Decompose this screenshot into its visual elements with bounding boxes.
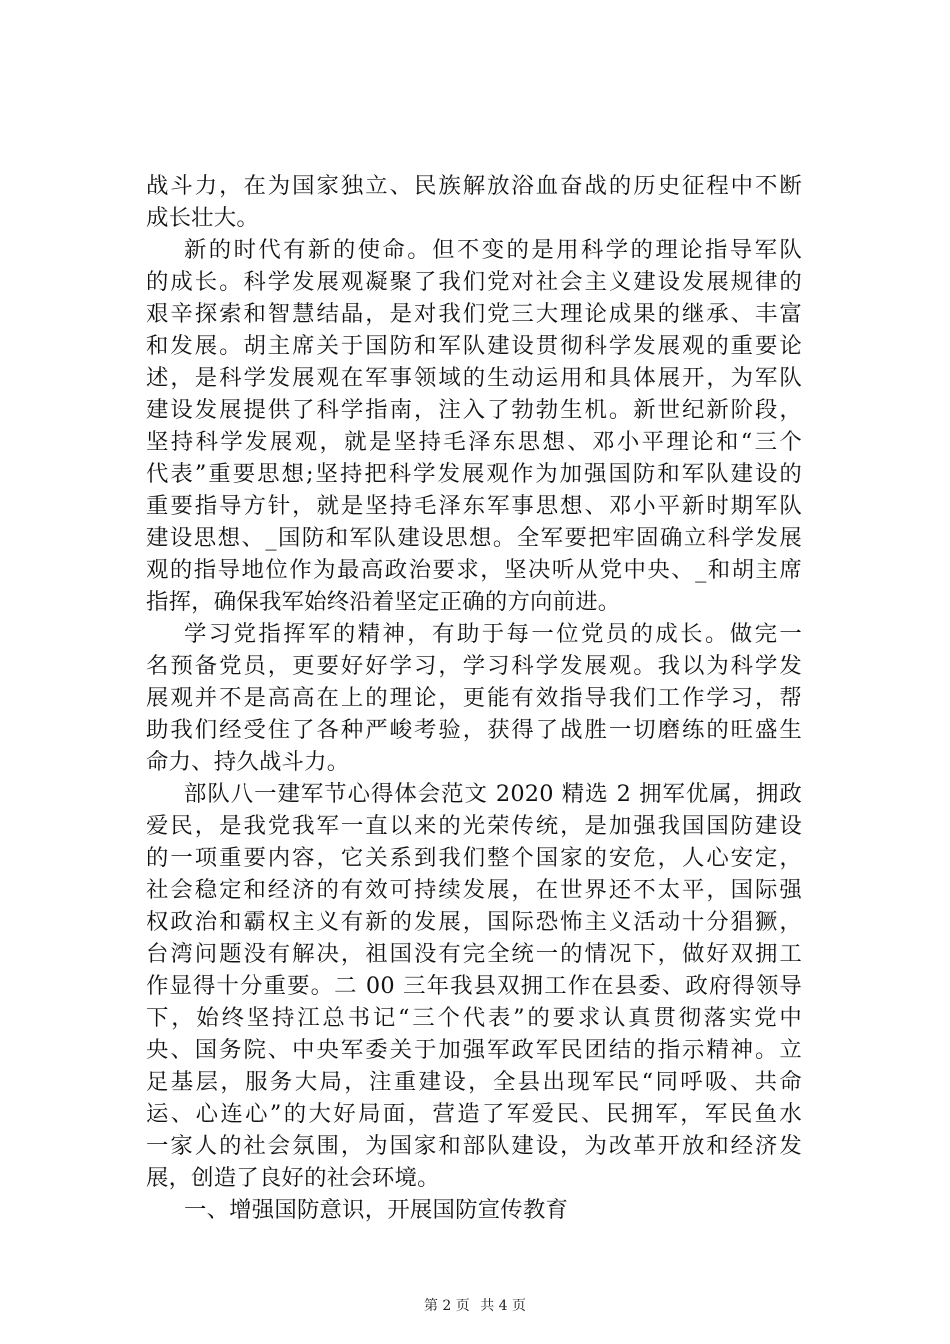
text-line: 部队八一建军节心得体会范文 2020 精选 2 拥军优属，拥政 xyxy=(184,781,802,807)
text-line: 坚持科学发展观，就是坚持毛泽东思想、邓小平理论和“三个 xyxy=(146,429,802,455)
text-line: 爱民，是我党我军一直以来的光荣传统，是加强我国国防建设 xyxy=(146,813,802,839)
text-line: 足基层，服务大局，注重建设，全县出现军民“同呼吸、共命 xyxy=(146,1069,802,1095)
text-line: 下，始终坚持江总书记“三个代表”的要求认真贯彻落实党中 xyxy=(146,1005,802,1031)
text-line: 一家人的社会氛围，为国家和部队建设，为改革开放和经济发 xyxy=(146,1133,802,1159)
text-line: 作显得十分重要。二 00 三年我县双拥工作在县委、政府得领导 xyxy=(146,973,802,999)
document-body xyxy=(146,170,802,1226)
text-line: 成长壮大。 xyxy=(146,205,259,231)
text-line: 学习党指挥军的精神，有助于每一位党员的成长。做完一 xyxy=(184,621,802,647)
text-line: 一、增强国防意识，开展国防宣传教育 xyxy=(184,1197,569,1223)
text-line: 述，是科学发展观在军事领域的生动运用和具体展开，为军队 xyxy=(146,365,802,391)
text-line: 展，创造了良好的社会环境。 xyxy=(146,1165,440,1191)
text-line: 的一项重要内容，它关系到我们整个国家的安危，人心安定， xyxy=(146,845,802,871)
text-line: 建设发展提供了科学指南，注入了勃勃生机。新世纪新阶段， xyxy=(146,397,802,423)
text-line: 央、国务院、中央军委关于加强军政军民团结的指示精神。立 xyxy=(146,1037,802,1063)
page-total: 共 4 页 xyxy=(480,1298,527,1314)
text-line: 和发展。胡主席关于国防和军队建设贯彻科学发展观的重要论 xyxy=(146,333,802,359)
text-line: 建设思想、_国防和军队建设思想。全军要把牢固确立科学发展 xyxy=(146,525,802,551)
text-line: 的成长。科学发展观凝聚了我们党对社会主义建设发展规律的 xyxy=(146,269,802,295)
text-line: 重要指导方针，就是坚持毛泽东军事思想、邓小平新时期军队 xyxy=(146,493,802,519)
text-line: 代表”重要思想;坚持把科学发展观作为加强国防和军队建设的 xyxy=(146,461,802,487)
text-line: 台湾问题没有解决，祖国没有完全统一的情况下，做好双拥工 xyxy=(146,941,802,967)
text-line: 权政治和霸权主义有新的发展，国际恐怖主义活动十分猖獗， xyxy=(146,909,802,935)
page-footer xyxy=(0,1296,950,1316)
text-line: 命力、持久战斗力。 xyxy=(146,749,350,775)
text-line: 艰辛探索和智慧结晶，是对我们党三大理论成果的继承、丰富 xyxy=(146,301,802,327)
text-line: 名预备党员，更要好好学习，学习科学发展观。我以为科学发 xyxy=(146,653,802,679)
text-line: 展观并不是高高在上的理论，更能有效指导我们工作学习，帮 xyxy=(146,685,802,711)
text-line: 社会稳定和经济的有效可持续发展，在世界还不太平，国际强 xyxy=(146,877,802,903)
text-line: 新的时代有新的使命。但不变的是用科学的理论指导军队 xyxy=(184,237,802,263)
page-number: 第 2 页 xyxy=(423,1298,470,1314)
text-line: 指挥，确保我军始终沿着坚定正确的方向前进。 xyxy=(146,589,621,615)
text-line: 运、心连心”的大好局面，营造了军爱民、民拥军，军民鱼水 xyxy=(146,1101,802,1127)
text-line: 观的指导地位作为最高政治要求，坚决听从党中央、_和胡主席 xyxy=(146,557,802,583)
text-line: 战斗力，在为国家独立、民族解放浴血奋战的历史征程中不断 xyxy=(146,173,802,199)
text-line: 助我们经受住了各种严峻考验，获得了战胜一切磨练的旺盛生 xyxy=(146,717,802,743)
